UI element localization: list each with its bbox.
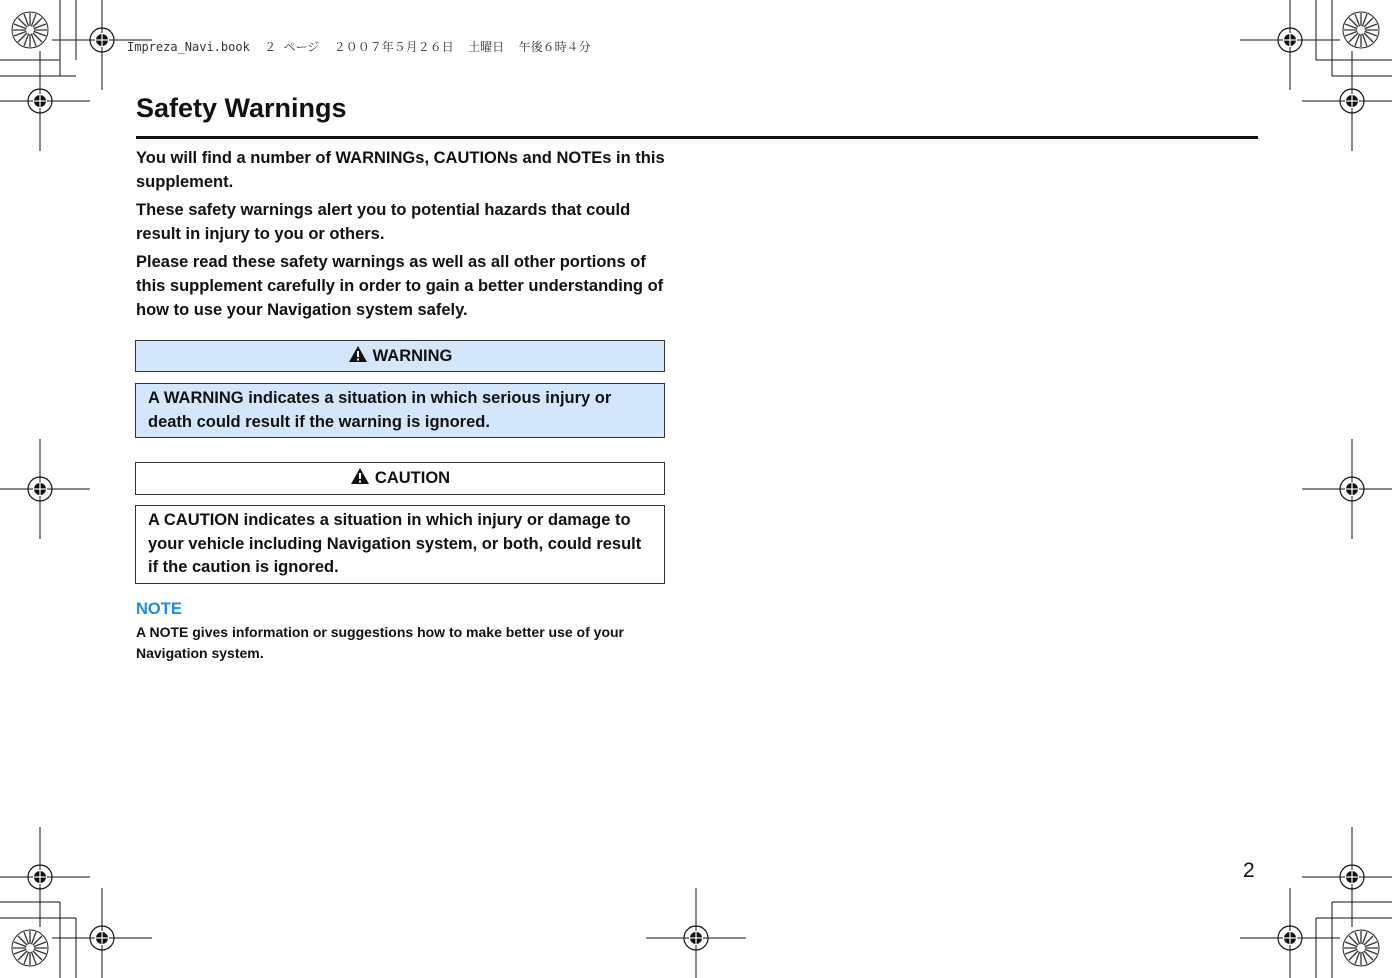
caution-description-box bbox=[135, 505, 665, 584]
intro-paragraph: These safety warnings alert you to potential hazards that could result in injury to you or others. bbox=[136, 201, 631, 243]
intro-paragraph: Please read these safety warnings as well as all other portions of this supplement carefully in order to gain a better understanding of how to use your Navigation system safely. bbox=[136, 253, 664, 319]
intro-text bbox=[136, 146, 671, 326]
page-number: 2 bbox=[1243, 859, 1255, 882]
warning-triangle-icon bbox=[348, 345, 368, 368]
intro-paragraph: You will find a number of WARNINGs, CAUTIONs and NOTEs in this supplement. bbox=[136, 149, 665, 191]
warning-description: A WARNING indicates a situation in which serious injury or death could result if the warning is ignored. bbox=[148, 389, 612, 431]
warning-heading-label: WARNING bbox=[372, 346, 453, 365]
warning-description-box bbox=[135, 383, 665, 438]
warning-heading-box bbox=[135, 340, 665, 372]
caution-description: A CAUTION indicates a situation in which injury or damage to your vehicle including Navigation system, or both, could result if the caution is ignored. bbox=[148, 511, 642, 576]
caution-heading-box bbox=[135, 462, 665, 495]
warning-triangle-icon bbox=[350, 467, 370, 490]
note-description: A NOTE gives information or suggestions how to make better use of your Navigation system. bbox=[136, 624, 624, 661]
caution-heading-label: CAUTION bbox=[374, 469, 451, 487]
print-info-header: Impreza_Navi.book ２ ページ ２００７年５月２６日 土曜日 午後６時４分 bbox=[127, 40, 591, 54]
note-heading: NOTE bbox=[136, 600, 182, 618]
title-underline bbox=[136, 136, 1258, 139]
page-title: Safety Warnings bbox=[136, 93, 347, 123]
